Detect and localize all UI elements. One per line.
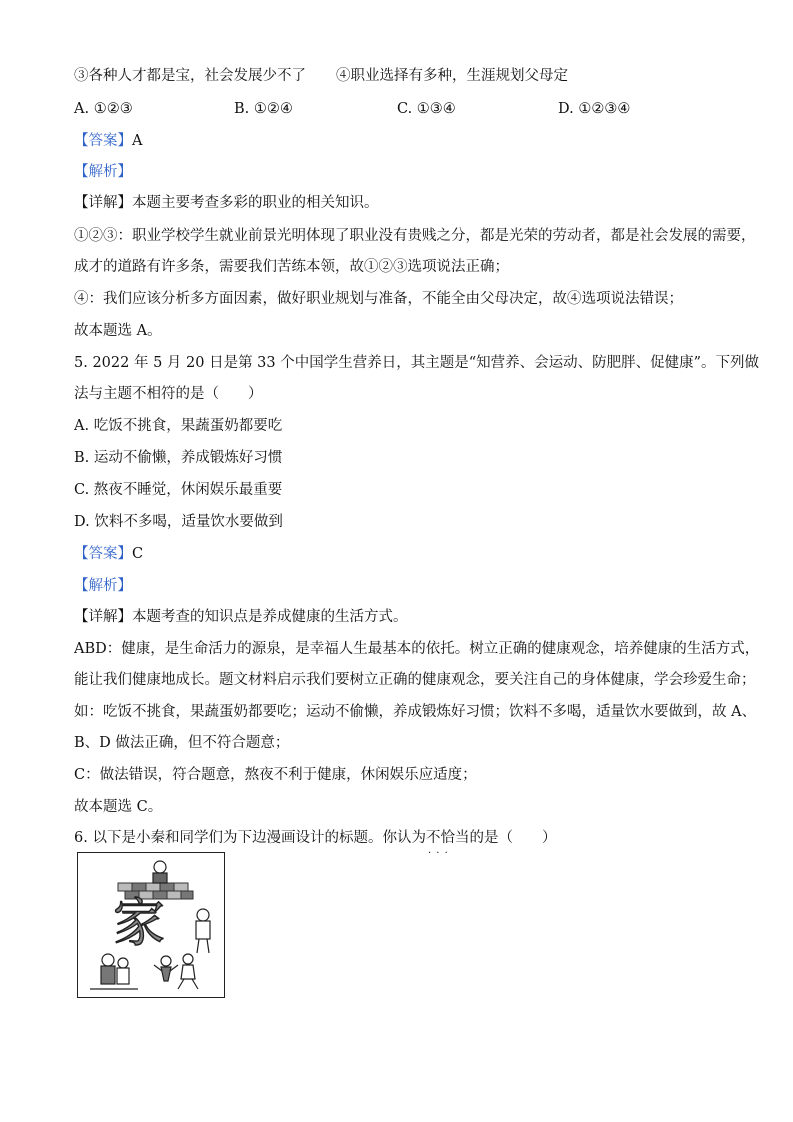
detail-text: 本题考查的知识点是养成健康的生活方式。 [132, 609, 408, 625]
q4-items-row [74, 66, 568, 86]
answer-tag: 【答案】 [74, 546, 132, 562]
answer-value: A [132, 133, 143, 149]
worker-figure-icon [153, 861, 167, 883]
q6-stem-after: 的是（ ） [469, 830, 557, 846]
answer-value: C [132, 546, 144, 562]
q4-option-d: D. ①②③④ [558, 101, 631, 117]
q5-para-1a: ABD：健康，是生命活力的源泉，是幸福人生最基本的依托。树立正确的健康观念，培养健康的生活方式， [74, 641, 760, 657]
q5-stem-1: 5. 2022 年 5 月 20 日是第 33 个中国学生营养日，其主题是“知营养、会运动、防肥胖、促健康”。下列做 [74, 355, 760, 371]
q5-analysis-tag: 【解析】 [74, 578, 132, 594]
q5-para-2: C：做法错误，符合题意，熬夜不利于健康，休闲娱乐应适度； [74, 767, 477, 783]
q4-para-2: ④：我们应该分析多方面因素，做好职业规划与准备，不能全由父母决定，故④选项说法错误； [74, 291, 683, 307]
q5-detail [74, 607, 408, 627]
q4-para-1a: ①②③：职业学校学生就业前景光明体现了职业没有贵贱之分，都是光荣的劳动者，都是社会发展的需要， [74, 228, 756, 244]
detail-text: 本题主要考查多彩的职业的相关知识。 [132, 195, 379, 211]
q4-para-1b: 成才的道路有许多条，需要我们苦练本领，故①②③选项说法正确； [74, 259, 509, 275]
q4-detail [74, 193, 379, 213]
q5-option-d: D. 饮料不多喝，适量饮水要做到 [74, 514, 283, 530]
q4-item-4: ④职业选择有多种，生涯规划父母定 [336, 68, 568, 84]
person-right-icon [196, 909, 210, 953]
q5-conclusion: 故本题选 C。 [74, 799, 163, 815]
q5-para-1d: B、D 做法正确，但不符合题意； [74, 735, 290, 751]
q6-stem [74, 828, 556, 848]
q5-option-c: C. 熬夜不睡觉，休闲娱乐最重要 [74, 482, 283, 498]
detail-tag: 【详解】 [74, 195, 132, 211]
q4-option-b: B. ①②④ [234, 101, 293, 117]
q4-option-a: A. ①②③ [74, 101, 133, 117]
q6-stem-emphasis: 不恰当 · · · [426, 830, 470, 846]
answer-tag: 【答案】 [74, 133, 132, 149]
cartoon-character: 家 [113, 894, 166, 954]
q5-stem-2: 法与主题不相符的是（ ） [74, 386, 263, 402]
family-cartoon-drawing [78, 853, 223, 996]
family-cartoon [77, 852, 225, 998]
q5-option-b: B. 运动不偷懒，养成锻炼好习惯 [74, 450, 283, 466]
detail-tag: 【详解】 [74, 609, 132, 625]
q4-analysis-tag: 【解析】 [74, 164, 132, 180]
q4-conclusion: 故本题选 A。 [74, 323, 162, 339]
q4-answer [74, 131, 142, 151]
q4-option-c: C. ①③④ [397, 101, 456, 117]
q5-para-1c: 如：吃饭不挑食，果蔬蛋奶都要吃；运动不偷懒，养成锻炼好习惯；饮料不多喝，适量饮水要做到，故 A、 [74, 704, 757, 720]
children-playing-icon [154, 954, 198, 989]
q5-answer [74, 544, 143, 564]
q6-stem-before: 6. 以下是小秦和同学们为下边漫画设计的标题。你认为 [74, 830, 426, 846]
q5-option-a: A. 吃饭不挑食，果蔬蛋奶都要吃 [74, 418, 283, 434]
family-group-icon [90, 954, 138, 989]
q5-para-1b: 能让我们健康地成长。题文材料启示我们要树立正确的健康观念，要关注自己的身体健康，学会珍爱生命； [74, 672, 756, 688]
q4-item-3: ③各种人才都是宝，社会发展少不了 [74, 68, 306, 84]
